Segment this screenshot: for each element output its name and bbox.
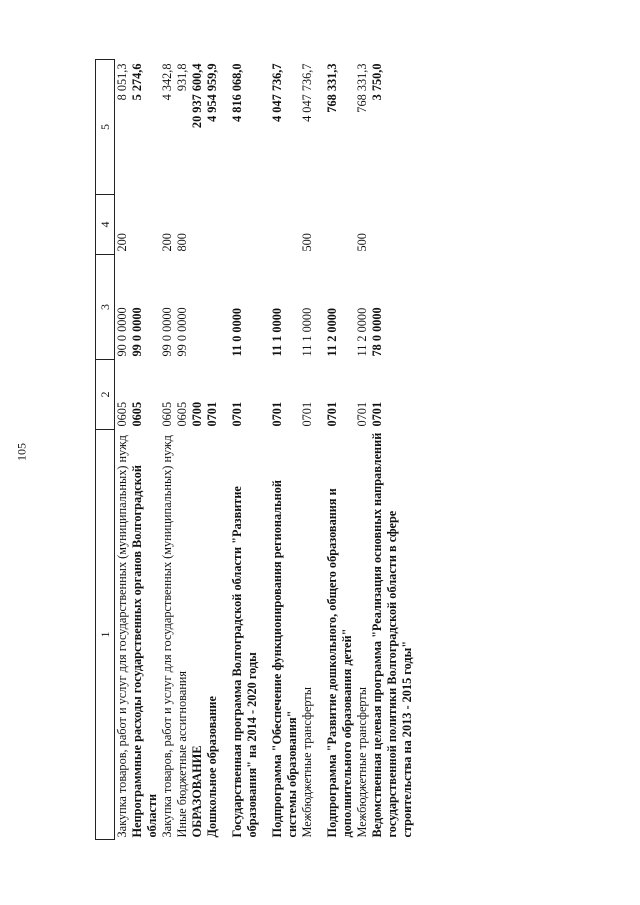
row-name-cell: Межбюджетные трансферты (300, 686, 314, 838)
row-name-cell: Закупка товаров, работ и услуг для государственных (муниципальных) нужд (115, 435, 129, 838)
row-section-code-cell: 0605 (175, 401, 189, 427)
row-expense-type-cell: 200 (115, 233, 129, 252)
table-row (230, 60, 260, 840)
row-expense-type-cell: 500 (300, 233, 314, 252)
row-amount-cell: 3 750,0 (370, 63, 384, 101)
table-row (205, 60, 220, 840)
row-name-cell: Государственная программа Волгоградской области "Развитие образования" на 2014 - 2020 годы (230, 486, 259, 838)
row-section-code-cell: 0605 (115, 401, 129, 427)
row-section-code-cell: 0605 (130, 401, 144, 427)
row-target-code-cell: 99 0 0000 (160, 307, 174, 357)
header-col-1: 1 (96, 430, 115, 840)
header-row (96, 60, 115, 840)
table-row (175, 60, 190, 840)
spacer-row (315, 60, 325, 840)
row-expense-type-cell (190, 195, 205, 255)
budget-table (95, 59, 415, 840)
row-name-cell: Ведомственная целевая программа "Реализация основных направлений государственной политики Волгоградской области в сфере строительства на 2013 - 2015 годы" (370, 432, 414, 838)
row-expense-type-cell (370, 195, 415, 255)
row-name-cell: Подпрограмма "Обеспечение функционирования региональной системы образования" (270, 480, 299, 838)
row-section-code-cell: 0701 (230, 401, 244, 427)
row-target-code-cell: 11 1 0000 (300, 307, 314, 357)
table-row (370, 60, 415, 840)
row-expense-type-cell: 500 (355, 233, 369, 252)
table-row (160, 60, 175, 840)
row-amount-cell: 5 274,6 (130, 63, 144, 101)
row-section-code-cell: 0701 (205, 401, 219, 427)
row-name-cell: Межбюджетные трансферты (355, 686, 369, 838)
rotated-table-container (95, 60, 615, 840)
row-section-code-cell: 0701 (300, 401, 314, 427)
header-col-3: 3 (96, 255, 115, 360)
row-target-code-cell: 11 2 0000 (325, 307, 339, 357)
row-target-code-cell: 99 0 0000 (175, 307, 189, 357)
row-amount-cell: 931,8 (175, 63, 189, 92)
row-target-code-cell: 90 0 0000 (115, 307, 129, 357)
row-amount-cell: 4 816 068,0 (230, 63, 244, 122)
table-row (355, 60, 370, 840)
header-col-4: 4 (96, 195, 115, 255)
row-expense-type-cell (325, 195, 355, 255)
spacer-row (260, 60, 270, 840)
row-name-cell: Закупка товаров, работ и услуг для государственных (муниципальных) нужд (160, 435, 174, 838)
row-amount-cell: 4 954 959,9 (205, 63, 219, 122)
row-amount-cell: 8 051,3 (115, 63, 129, 101)
table-row (130, 60, 160, 840)
table-row (325, 60, 355, 840)
page-number: 105 (14, 443, 29, 461)
row-target-code-cell: 78 0 0000 (370, 307, 384, 357)
row-name-cell: Дошкольное образование (205, 696, 219, 838)
row-expense-type-cell (230, 195, 260, 255)
table-row (270, 60, 300, 840)
row-target-code-cell: 11 1 0000 (270, 307, 284, 357)
row-name-cell: Непрограммные расходы государственных органов Волгоградской области (130, 465, 159, 838)
row-section-code-cell: 0701 (370, 401, 384, 427)
row-target-code-cell: 99 0 0000 (130, 307, 144, 357)
row-section-code-cell: 0700 (190, 401, 204, 427)
row-section-code-cell: 0701 (355, 401, 369, 427)
row-expense-type-cell (205, 195, 220, 255)
row-amount-cell: 768 331,3 (355, 63, 369, 113)
table-row (300, 60, 315, 840)
row-amount-cell: 4 047 736,7 (270, 63, 284, 122)
spacer-row (220, 60, 230, 840)
row-expense-type-cell: 800 (175, 233, 189, 252)
row-amount-cell: 4 047 736,7 (300, 63, 314, 122)
row-target-code-cell: 11 0 0000 (230, 307, 244, 357)
row-expense-type-cell (270, 195, 300, 255)
header-col-5: 5 (96, 60, 115, 195)
row-name-cell: ОБРАЗОВАНИЕ (190, 745, 204, 838)
row-section-code-cell: 0701 (270, 401, 284, 427)
row-expense-type-cell: 200 (160, 233, 174, 252)
row-section-code-cell: 0605 (160, 401, 174, 427)
header-col-2: 2 (96, 360, 115, 430)
table-body (115, 60, 416, 840)
row-name-cell: Иные бюджетные ассигнования (175, 670, 189, 838)
row-name-cell: Подпрограмма "Развитие дошкольного, общего образования и дополнительного образования детей" (325, 488, 354, 838)
row-amount-cell: 4 342,8 (160, 63, 174, 101)
row-target-code-cell (205, 255, 220, 360)
row-amount-cell: 768 331,3 (325, 63, 339, 113)
row-section-code-cell: 0701 (325, 401, 339, 427)
row-amount-cell: 20 937 600,4 (190, 63, 204, 129)
row-target-code-cell (190, 255, 205, 360)
row-target-code-cell: 11 2 0000 (355, 307, 369, 357)
table-row (115, 60, 131, 840)
table-row (190, 60, 205, 840)
row-expense-type-cell (130, 195, 160, 255)
